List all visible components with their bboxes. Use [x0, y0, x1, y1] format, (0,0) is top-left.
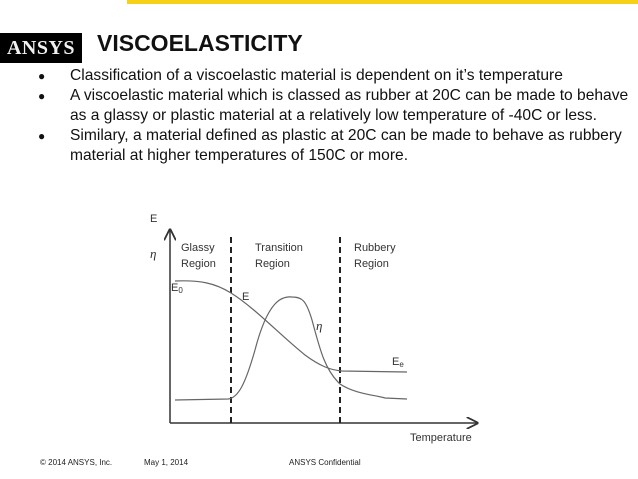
footer-confidential: ANSYS Confidential	[289, 458, 361, 467]
bullet-item: ● Similary, a material defined as plastic at 20C can be made to behave as rubbery material at higher temperatures of 150C or more.	[38, 126, 633, 166]
bullet-item: ● A viscoelastic material which is classed as rubber at 20C can be made to behave as a glassy or plastic material at a relatively low temperature of -40C or less.	[38, 86, 633, 126]
rubbery-region-label: Region	[354, 258, 389, 270]
glassy-region-label: Glassy	[181, 242, 215, 254]
transition-region-label: Region	[255, 258, 290, 270]
e0-subscript: 0	[178, 286, 183, 295]
e0-label	[171, 282, 183, 295]
e-curve-label: E	[242, 291, 250, 303]
y-axis-label-e: E	[150, 213, 158, 225]
viscosity-curve	[175, 297, 407, 400]
rubbery-region-label: Rubbery	[354, 242, 396, 254]
ee-main: E	[392, 356, 400, 368]
ansys-logo: ANSYS	[0, 33, 82, 63]
modulus-curve	[175, 281, 407, 372]
bullet-item: ● Classification of a viscoelastic material is dependent on it’s temperature	[38, 66, 633, 86]
eta-curve-label: η	[316, 318, 323, 333]
glassy-region-label: Region	[181, 258, 216, 270]
footer-date: May 1, 2014	[144, 458, 189, 467]
ee-label	[392, 356, 404, 369]
slide-title: VISCOELASTICITY	[97, 30, 303, 56]
transition-region-label: Transition	[255, 242, 303, 254]
ee-subscript: e	[399, 360, 404, 369]
y-axis-label-eta: η	[150, 246, 157, 261]
footer-copyright: © 2014 ANSYS, Inc.	[40, 458, 113, 467]
x-axis-label: Temperature	[410, 432, 472, 444]
e0-main: E	[171, 282, 179, 294]
